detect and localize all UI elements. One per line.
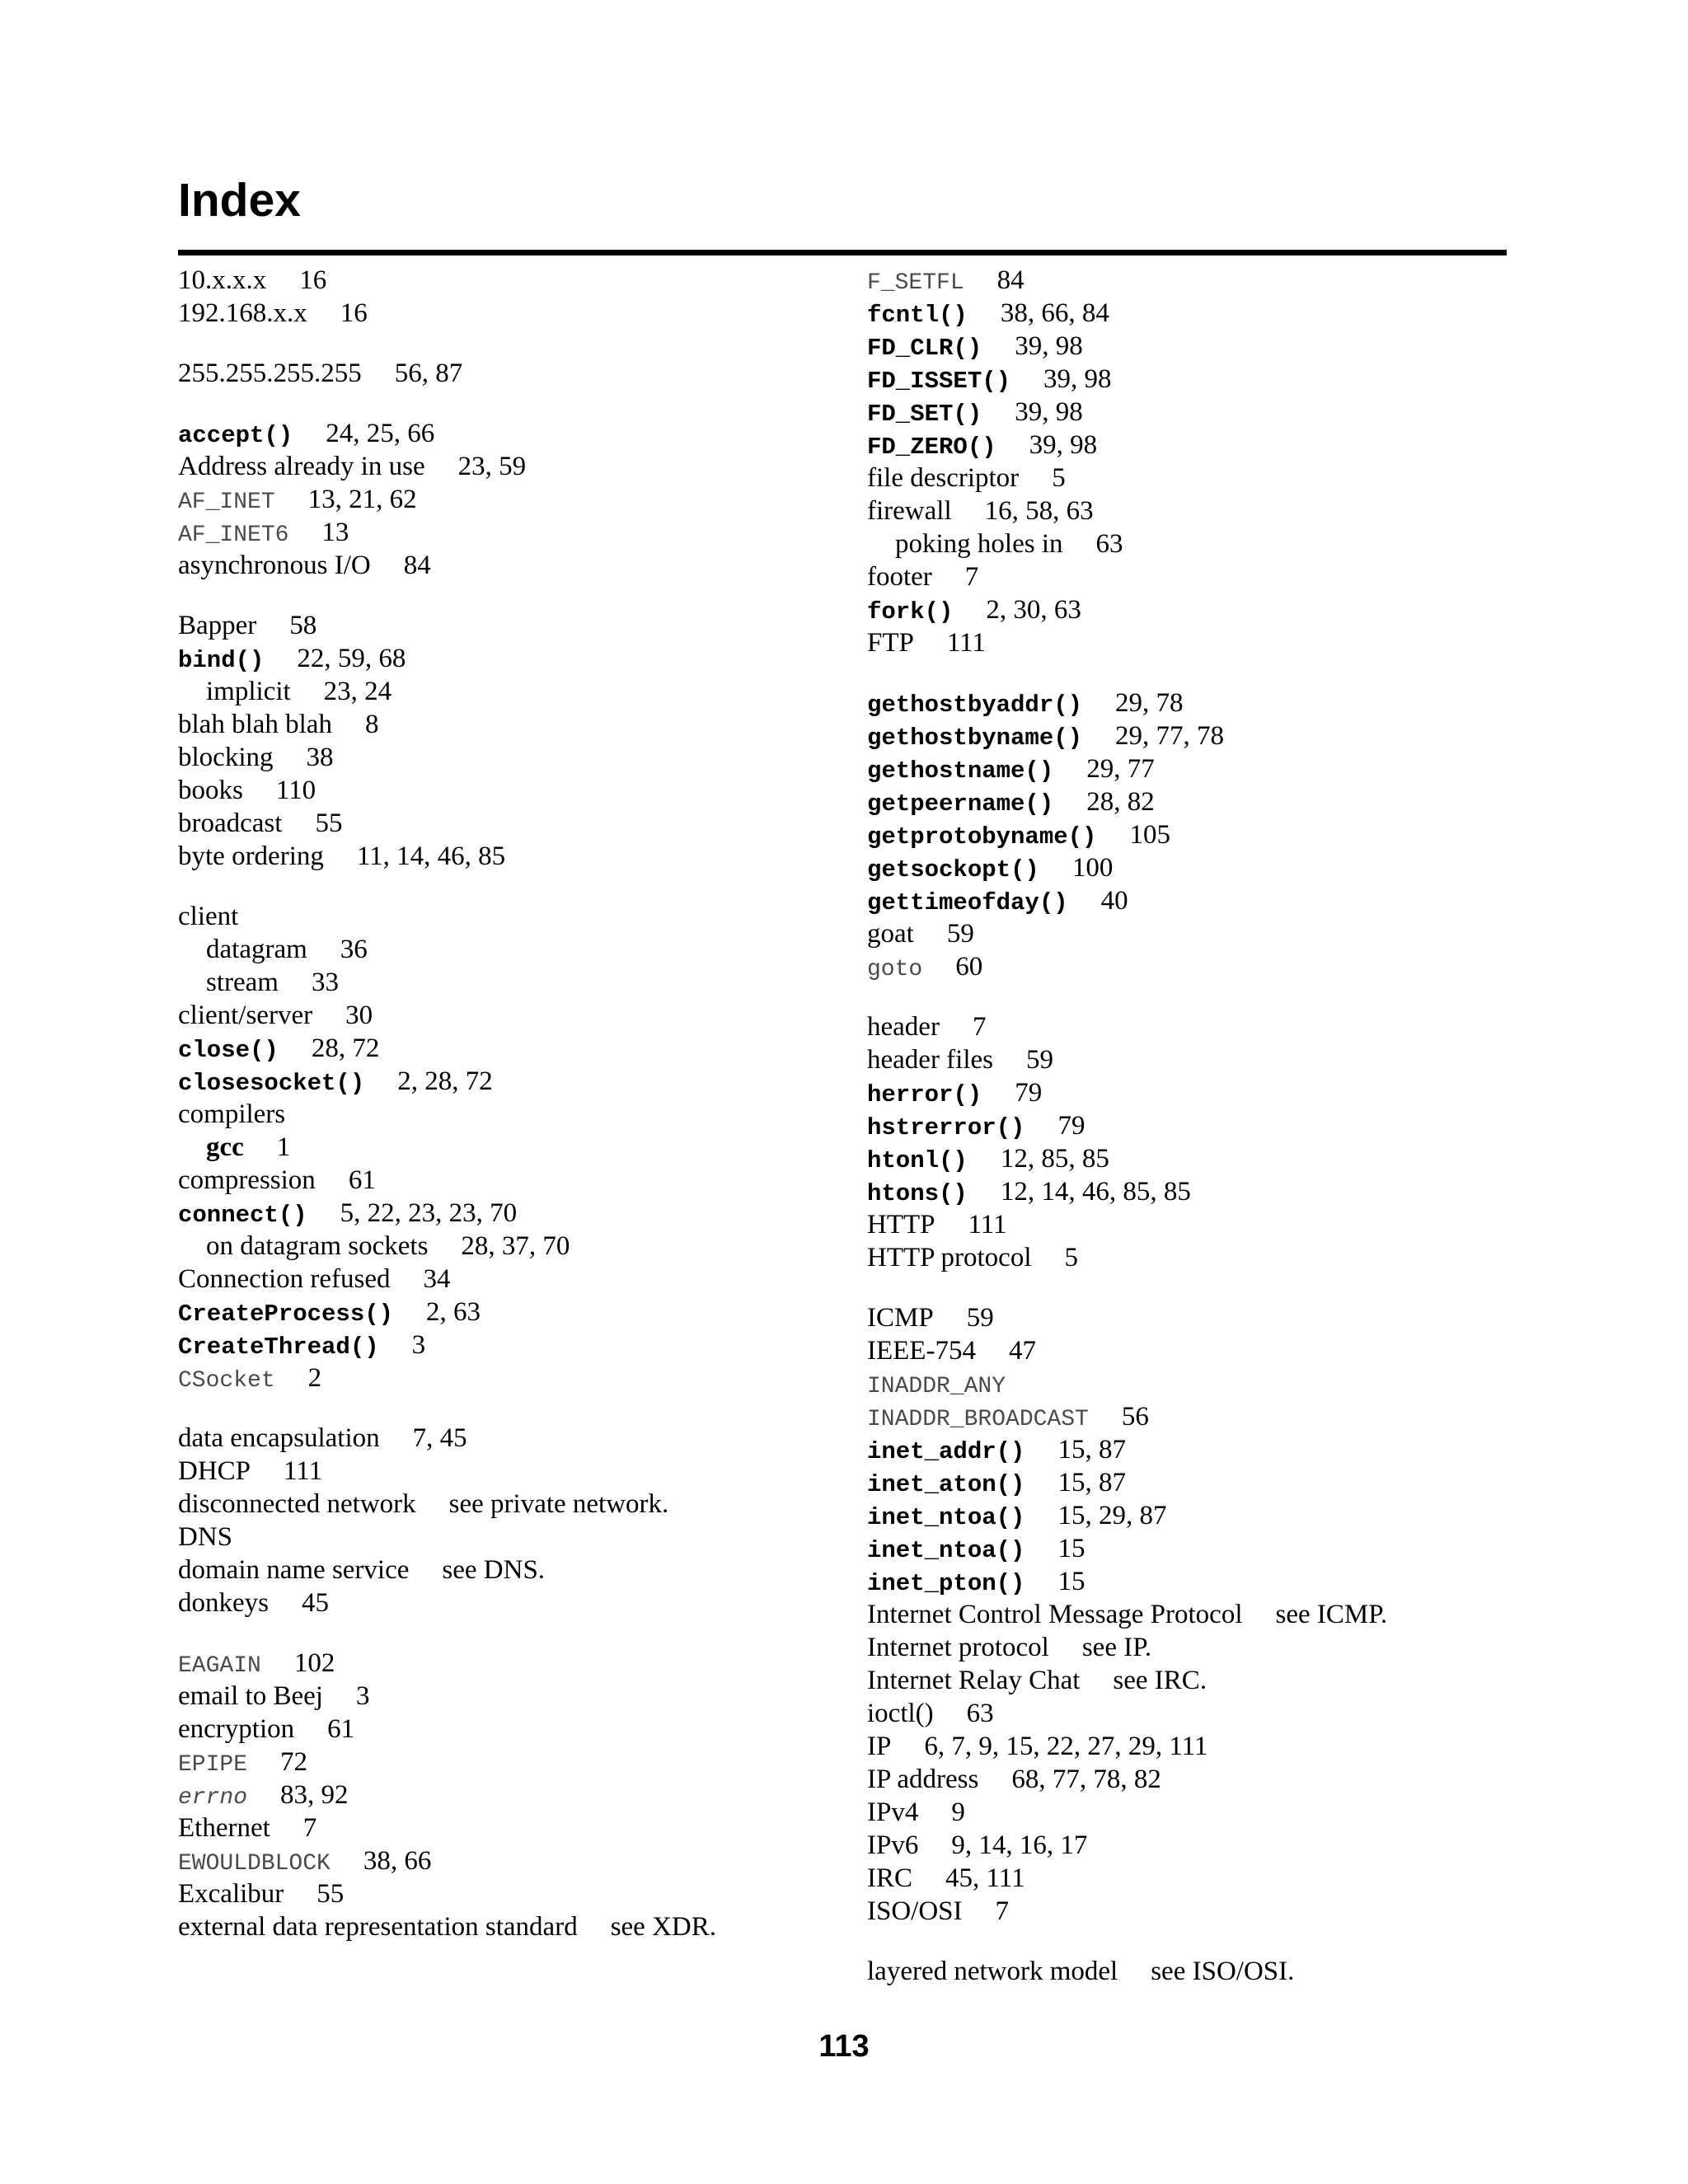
index-letter-group [178, 900, 821, 1394]
index-term: inet_addr() [867, 1438, 1025, 1465]
index-entry [867, 1862, 1510, 1895]
index-term: gethostbyaddr() [867, 691, 1083, 719]
index-entry [178, 1811, 821, 1844]
index-page-refs: 5 [1064, 1243, 1078, 1272]
index-term: inet_aton() [867, 1471, 1025, 1498]
index-term: gethostbyname() [867, 724, 1083, 752]
index-page-refs: 56 [1121, 1402, 1149, 1432]
index-page-refs: 5 [1052, 463, 1066, 493]
index-entry [867, 1400, 1510, 1433]
index-page-refs: 61 [327, 1714, 355, 1744]
index-subentry [867, 527, 1510, 560]
index-term: FD_ISSET() [867, 368, 1011, 395]
index-term: Internet Control Message Protocol [867, 1600, 1243, 1629]
index-entry [867, 1955, 1510, 1988]
index-page-refs: 23, 24 [323, 677, 392, 706]
index-page-refs: 63 [1095, 529, 1123, 559]
index-entry [867, 264, 1510, 297]
index-page-refs: 45, 111 [945, 1863, 1025, 1893]
index-page-refs: 59 [1026, 1045, 1053, 1075]
index-entry [178, 1877, 821, 1910]
index-page-refs: 45 [302, 1588, 329, 1618]
index-entry [178, 1098, 821, 1131]
index-page-refs: 23, 59 [457, 452, 527, 481]
index-term: data encapsulation [178, 1423, 380, 1453]
index-page-refs: 61 [348, 1165, 376, 1195]
index-entry [178, 807, 821, 840]
index-entry [178, 357, 821, 390]
index-entry [178, 417, 821, 450]
index-page-refs: 3 [411, 1330, 426, 1360]
index-entry [178, 264, 821, 297]
index-term: client [178, 902, 239, 931]
index-see-reference: see IP. [1081, 1633, 1152, 1662]
index-term: CreateThread() [178, 1333, 379, 1361]
index-entry [178, 1647, 821, 1680]
index-entry [867, 785, 1510, 818]
index-page-refs: 2, 28, 72 [397, 1066, 493, 1096]
index-term: FTP [867, 628, 914, 658]
index-page-refs: 40 [1100, 886, 1128, 916]
index-see-reference: see IRC. [1113, 1666, 1207, 1695]
index-entry [867, 1208, 1510, 1241]
index-entry [867, 462, 1510, 494]
index-page-refs: 29, 78 [1115, 688, 1184, 718]
index-entry [867, 363, 1510, 396]
index-term: htonl() [867, 1147, 968, 1174]
index-page-refs: 12, 14, 46, 85, 85 [1000, 1177, 1191, 1207]
index-term: IEEE-754 [867, 1336, 976, 1366]
index-term: implicit [206, 677, 291, 706]
index-entry [178, 1713, 821, 1746]
index-entry [867, 1532, 1510, 1565]
index-term: compilers [178, 1099, 286, 1129]
index-term: compression [178, 1165, 316, 1195]
index-entry [178, 1422, 821, 1455]
index-page-refs: 15, 87 [1057, 1468, 1126, 1497]
index-see-reference: see private network. [448, 1489, 669, 1519]
index-entry [867, 752, 1510, 785]
index-see-reference: see ICMP. [1275, 1600, 1388, 1629]
index-entry [867, 1598, 1510, 1631]
index-term: email to Beej [178, 1681, 323, 1711]
index-term: blah blah blah [178, 710, 332, 739]
index-term: ioctl() [867, 1699, 934, 1728]
index-term: goat [867, 919, 914, 949]
index-term: getpeername() [867, 790, 1054, 818]
index-entry [867, 1763, 1510, 1796]
index-term: FD_CLR() [867, 335, 982, 362]
index-subentry [178, 966, 821, 999]
index-term: Internet protocol [867, 1633, 1049, 1662]
index-term: hstrerror() [867, 1114, 1025, 1141]
index-subentry [178, 675, 821, 708]
index-page-refs: 39, 98 [1015, 397, 1083, 427]
index-letter-group [867, 1010, 1510, 1274]
index-term: on datagram sockets [206, 1231, 429, 1261]
index-page-refs: 9 [951, 1797, 965, 1827]
index-entry [867, 1730, 1510, 1763]
index-term: 10.x.x.x [178, 265, 267, 295]
index-term: Ethernet [178, 1813, 270, 1843]
index-entry [867, 626, 1510, 659]
index-entry [867, 560, 1510, 593]
index-page-refs: 15, 29, 87 [1057, 1501, 1167, 1530]
index-term: HTTP protocol [867, 1243, 1032, 1272]
page-number: 113 [818, 2029, 870, 2064]
index-term: fcntl() [867, 302, 968, 329]
index-page-refs: 29, 77 [1086, 754, 1155, 784]
index-entry [178, 1361, 821, 1394]
index-column-left [178, 264, 821, 1971]
index-entry [867, 1565, 1510, 1598]
index-term: getprotobyname() [867, 823, 1097, 851]
index-entry [867, 1796, 1510, 1829]
index-term: EWOULDBLOCK [178, 1851, 331, 1877]
index-entry [178, 1329, 821, 1361]
index-page-refs: 110 [275, 776, 316, 805]
index-entry [178, 609, 821, 642]
index-letter-group [178, 264, 821, 330]
index-letter-group [178, 357, 821, 390]
index-page-refs: 58 [289, 611, 317, 640]
index-entry [867, 1175, 1510, 1208]
index-term: IPv6 [867, 1830, 919, 1860]
index-entry [178, 1521, 821, 1554]
index-entry [178, 450, 821, 483]
index-term: inet_pton() [867, 1570, 1025, 1597]
index-letter-group [867, 687, 1510, 983]
index-term: CreateProcess() [178, 1301, 394, 1328]
index-entry [867, 494, 1510, 527]
index-term: DHCP [178, 1456, 251, 1486]
index-term: encryption [178, 1714, 295, 1744]
index-term: header files [867, 1045, 993, 1075]
index-page-refs: 7 [964, 562, 979, 592]
index-page-refs: 63 [966, 1699, 994, 1728]
index-entry [867, 297, 1510, 330]
index-page-refs: 38, 66, 84 [1000, 298, 1109, 328]
index-entry [178, 483, 821, 516]
index-page-refs: 2 [307, 1363, 322, 1393]
page-title: Index [178, 174, 301, 227]
index-letter-group [867, 1955, 1510, 1988]
index-term: books [178, 776, 243, 805]
index-term: closesocket() [178, 1070, 365, 1097]
index-page-refs: 59 [946, 919, 974, 949]
index-term: 192.168.x.x [178, 298, 307, 328]
index-page-refs: 38 [306, 743, 334, 772]
index-term: Internet Relay Chat [867, 1666, 1081, 1695]
index-entry [867, 917, 1510, 950]
index-page-refs: 84 [403, 551, 431, 580]
index-page-refs: 28, 82 [1086, 787, 1155, 817]
index-entry [178, 741, 821, 774]
index-entry [867, 1697, 1510, 1730]
index-page-refs: 55 [316, 1879, 345, 1909]
index-page-refs: 34 [423, 1264, 451, 1294]
index-page-refs: 79 [1015, 1078, 1043, 1108]
index-term: herror() [867, 1081, 982, 1108]
index-entry [178, 1488, 821, 1521]
index-page-refs: 11, 14, 46, 85 [356, 841, 506, 871]
index-term: gettimeofday() [867, 889, 1068, 916]
index-page-refs: 7 [995, 1896, 1010, 1926]
index-entry [178, 1746, 821, 1779]
index-term: fork() [867, 598, 954, 626]
index-entry [867, 1142, 1510, 1175]
index-entry [867, 851, 1510, 884]
index-page-refs: 22, 59, 68 [297, 644, 406, 673]
index-entry [178, 774, 821, 807]
index-entry [867, 719, 1510, 752]
index-page-refs: 33 [311, 968, 339, 997]
index-term: poking holes in [895, 529, 1063, 559]
index-page-refs: 55 [315, 808, 343, 838]
index-term: client/server [178, 1001, 313, 1030]
index-page-refs: 29, 77, 78 [1115, 721, 1225, 751]
index-subentry [178, 1131, 821, 1164]
index-page-refs: 5, 22, 23, 23, 70 [340, 1198, 518, 1228]
index-page-refs: 60 [955, 952, 983, 982]
index-letter-group [867, 264, 1510, 659]
index-term: FD_ZERO() [867, 434, 996, 461]
index-letter-group [178, 1422, 821, 1619]
index-entry [178, 1910, 821, 1943]
index-entry [867, 950, 1510, 983]
index-page-refs: 16, 58, 63 [984, 496, 1094, 526]
index-term: ISO/OSI [867, 1896, 963, 1926]
index-term: layered network model [867, 1957, 1118, 1986]
index-letter-group [178, 1647, 821, 1943]
index-page-refs: 111 [284, 1456, 323, 1486]
index-entry [867, 1499, 1510, 1532]
title-rule [178, 250, 1507, 255]
index-page-refs: 79 [1057, 1111, 1085, 1141]
index-entry [867, 1367, 1510, 1400]
index-page-refs: 15, 87 [1057, 1435, 1126, 1465]
index-page-refs: 39, 98 [1029, 430, 1098, 460]
index-page-refs: 15 [1057, 1567, 1085, 1596]
index-term: gcc [206, 1132, 244, 1162]
index-entry [178, 1296, 821, 1329]
index-term: IRC [867, 1863, 913, 1893]
index-term: firewall [867, 496, 952, 526]
index-page-refs: 102 [293, 1648, 335, 1678]
index-page-refs: 2, 63 [426, 1297, 481, 1327]
index-entry [178, 1263, 821, 1296]
index-page-refs: 105 [1129, 820, 1170, 850]
index-page-refs: 7, 45 [412, 1423, 467, 1453]
index-entry [178, 297, 821, 330]
index-term: inet_ntoa() [867, 1537, 1025, 1564]
index-entry [867, 429, 1510, 462]
index-entry [178, 516, 821, 549]
index-entry [178, 642, 821, 675]
index-letter-group [178, 609, 821, 873]
index-subentry [178, 933, 821, 966]
index-term: DNS [178, 1522, 233, 1552]
index-term: file descriptor [867, 463, 1020, 493]
index-term: getsockopt() [867, 856, 1039, 883]
index-term: ICMP [867, 1303, 934, 1333]
index-entry [178, 1680, 821, 1713]
index-entry [178, 999, 821, 1032]
index-page-refs: 7 [972, 1012, 987, 1042]
index-entry [867, 1466, 1510, 1499]
index-page-refs: 39, 98 [1015, 331, 1083, 361]
index-entry [867, 1010, 1510, 1043]
index-entry [867, 1301, 1510, 1334]
index-term: AF_INET6 [178, 523, 289, 548]
index-page-refs: 59 [966, 1303, 994, 1333]
index-page-refs: 56, 87 [394, 359, 463, 388]
index-page-refs: 28, 37, 70 [461, 1231, 570, 1261]
index-page-refs: 12, 85, 85 [1000, 1144, 1109, 1174]
index-term: inet_ntoa() [867, 1504, 1025, 1531]
index-entry [867, 1043, 1510, 1076]
index-page-refs: 13, 21, 62 [307, 485, 417, 514]
index-term: domain name service [178, 1555, 410, 1585]
index-page-refs: 72 [280, 1747, 308, 1777]
index-page-refs: 3 [355, 1681, 370, 1711]
index-term: blocking [178, 743, 274, 772]
index-term: INADDR_ANY [867, 1374, 1006, 1399]
index-term: 255.255.255.255 [178, 359, 362, 388]
index-see-reference: see XDR. [610, 1912, 716, 1942]
index-term: EAGAIN [178, 1653, 261, 1679]
index-term: F_SETFL [867, 270, 964, 296]
index-term: IP address [867, 1765, 979, 1794]
index-page-refs: 15 [1057, 1534, 1085, 1563]
index-page-refs: 16 [340, 298, 368, 328]
index-entry [867, 593, 1510, 626]
index-page-refs: 30 [345, 1001, 373, 1030]
index-page-refs: 6, 7, 9, 15, 22, 27, 29, 111 [924, 1732, 1208, 1761]
index-entry [867, 330, 1510, 363]
index-term: external data representation standard [178, 1912, 578, 1942]
index-page-refs: 68, 77, 78, 82 [1011, 1765, 1161, 1794]
index-page-refs: 2, 30, 63 [986, 595, 1081, 625]
index-page-refs: 8 [364, 710, 379, 739]
index-entry [178, 1455, 821, 1488]
index-entry [867, 884, 1510, 917]
index-see-reference: see DNS. [442, 1555, 546, 1585]
index-page-refs: 84 [996, 265, 1025, 295]
index-entry [178, 1586, 821, 1619]
index-term: close() [178, 1037, 279, 1064]
index-term: byte ordering [178, 841, 324, 871]
index-entry [178, 1554, 821, 1586]
index-entry [178, 708, 821, 741]
index-term: footer [867, 562, 932, 592]
index-subentry [178, 1230, 821, 1263]
index-entry [178, 900, 821, 933]
index-entry [867, 1076, 1510, 1109]
index-page-refs: 100 [1071, 853, 1114, 883]
index-term: htons() [867, 1180, 968, 1207]
index-page-refs: 36 [340, 935, 368, 964]
index-term: bind() [178, 647, 265, 674]
index-entry [867, 1433, 1510, 1466]
index-term: Address already in use [178, 452, 425, 481]
index-page-refs: 7 [302, 1813, 317, 1843]
index-entry [178, 840, 821, 873]
index-column-right [867, 264, 1510, 2015]
index-term: IP [867, 1732, 892, 1761]
index-letter-group [867, 1301, 1510, 1928]
index-term: FD_SET() [867, 401, 982, 428]
index-letter-group [178, 417, 821, 582]
index-page-refs: 39, 98 [1043, 364, 1112, 394]
index-entry [867, 396, 1510, 429]
index-term: gethostname() [867, 757, 1054, 785]
index-entry [867, 1895, 1510, 1928]
index-term: AF_INET [178, 490, 275, 515]
index-entry [867, 1241, 1510, 1274]
index-term: disconnected network [178, 1489, 416, 1519]
index-entry [178, 549, 821, 582]
index-entry [867, 687, 1510, 719]
index-entry [867, 818, 1510, 851]
index-page-refs: 111 [968, 1210, 1007, 1240]
index-term: datagram [206, 935, 307, 964]
index-term: header [867, 1012, 940, 1042]
index-entry [867, 1664, 1510, 1697]
index-see-reference: see ISO/OSI. [1151, 1957, 1295, 1986]
index-entry [178, 1844, 821, 1877]
index-term: goto [867, 957, 923, 982]
index-term: IPv4 [867, 1797, 919, 1827]
index-page-refs: 9, 14, 16, 17 [951, 1830, 1088, 1860]
index-entry [867, 1334, 1510, 1367]
index-entry [178, 1164, 821, 1197]
index-term: connect() [178, 1202, 307, 1229]
index-term: HTTP [867, 1210, 935, 1240]
index-entry [178, 1065, 821, 1098]
index-term: EPIPE [178, 1752, 248, 1778]
index-page-refs: 13 [321, 518, 349, 547]
index-term: Excalibur [178, 1879, 284, 1909]
index-entry [178, 1032, 821, 1065]
index-term: errno [178, 1785, 248, 1811]
index-entry [178, 1779, 821, 1811]
index-entry [867, 1631, 1510, 1664]
index-term: Bapper [178, 611, 257, 640]
index-term: broadcast [178, 808, 283, 838]
index-page-refs: 16 [299, 265, 327, 295]
index-page-refs: 24, 25, 66 [326, 419, 435, 448]
index-term: Connection refused [178, 1264, 391, 1294]
index-term: CSocket [178, 1368, 275, 1394]
index-entry [867, 1829, 1510, 1862]
index-term: accept() [178, 422, 293, 449]
index-page-refs: 83, 92 [280, 1780, 349, 1810]
index-entry [867, 1109, 1510, 1142]
index-term: stream [206, 968, 279, 997]
index-term: donkeys [178, 1588, 269, 1618]
index-entry [178, 1197, 821, 1230]
index-page-refs: 1 [276, 1132, 291, 1162]
index-page-refs: 111 [946, 628, 986, 658]
index-page-refs: 47 [1008, 1336, 1036, 1366]
index-page-refs: 38, 66 [363, 1846, 432, 1876]
index-page-refs: 28, 72 [311, 1033, 380, 1063]
index-term: INADDR_BROADCAST [867, 1407, 1089, 1432]
index-term: asynchronous I/O [178, 551, 371, 580]
